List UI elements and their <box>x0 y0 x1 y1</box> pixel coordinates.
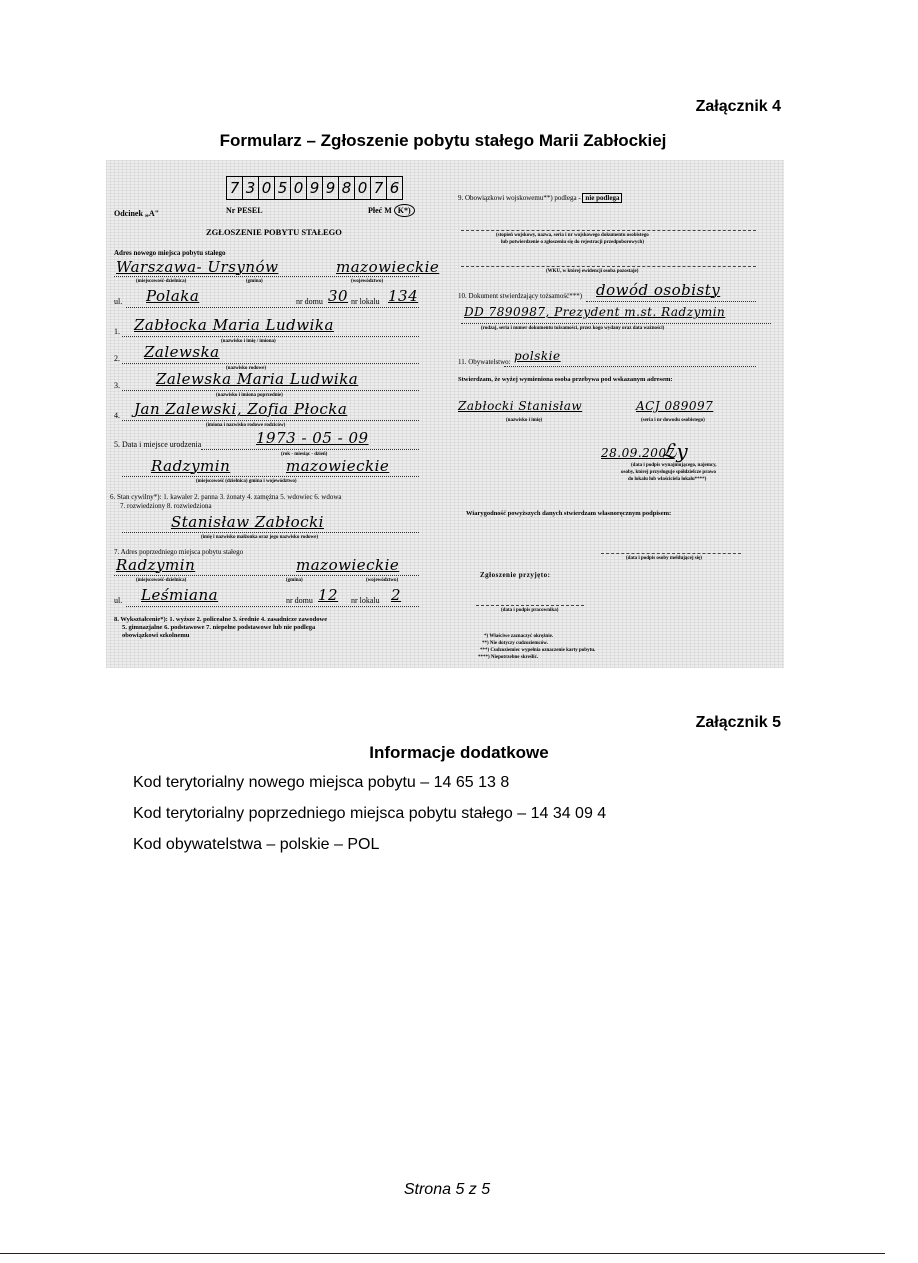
previous-flat: 2 <box>391 586 402 604</box>
new-address-street: Polaka <box>146 287 200 305</box>
pesel-digit: 8 <box>339 177 355 199</box>
birth-date: 1973 - 05 - 09 <box>256 429 369 447</box>
full-name: Zabłocka Maria Ludwika <box>134 316 334 334</box>
caption: (miejscowość-dzielnica) <box>136 279 187 284</box>
new-address-house: 30 <box>328 287 349 305</box>
citizenship-value: polskie <box>514 349 561 363</box>
flat-label: nr lokalu <box>351 297 380 306</box>
pesel-boxes <box>226 176 403 200</box>
caption: (nazwisko i imię / imiona) <box>221 339 276 344</box>
info-line-citizenship-code: Kod obywatelstwa – polskie – POL <box>133 836 380 853</box>
caption: (województwo) <box>351 279 384 284</box>
citizenship-label: 11. Obywatelstwo: <box>458 358 511 366</box>
pesel-digit: 9 <box>323 177 339 199</box>
street-prefix: ul. <box>114 297 123 306</box>
footnote: *) Właściwe zaznaczyć okrężnie. <box>484 634 554 639</box>
confirming-id: ACJ 089097 <box>636 399 714 413</box>
birth-place-province: mazowieckie <box>286 457 390 475</box>
caption: (stopień wojskowy, nazwa, seria i nr wojskowego dokumentu osobistego <box>496 233 649 238</box>
page-number: Strona 5 z 5 <box>403 1181 491 1198</box>
marital-status-label: 6. Stan cywilny*): 1. kawaler 2. panna 3. żonaty 4. zamężna 5. wdowiec 6. wdowa <box>110 493 342 501</box>
education-label: 8. Wykształcenie*): 1. wyższe 2. policealne 3. średnie 4. zasadnicze zawodowe <box>114 616 328 623</box>
previous-names: Zalewska Maria Ludwika <box>156 370 359 388</box>
marital-status-label: 7. rozwiedziony 8. rozwiedziona <box>120 502 212 510</box>
pesel-digit: 0 <box>355 177 371 199</box>
confirm-date: 28.09.2007 <box>601 446 675 460</box>
info-line-new-code: Kod terytorialny nowego miejsca pobytu – 14 65 13 8 <box>133 774 510 791</box>
education-label: 5. gimnazjalne 6. podstawowe 7. niepełne podstawowe lub nie podlega <box>122 624 316 631</box>
pesel-digit: 6 <box>389 178 400 197</box>
street-prefix: ul. <box>114 596 123 605</box>
previous-house: 12 <box>318 586 339 604</box>
field-number: 1. <box>114 327 120 336</box>
education-label: obowiązkowi szkolnemu <box>122 632 190 639</box>
accepted-label: Zgłoszenie przyjęto: <box>480 571 551 579</box>
new-address-flat: 134 <box>388 287 419 305</box>
birth-label: 5. Data i miejsce urodzenia <box>114 440 202 449</box>
sex-field <box>368 207 415 216</box>
bottom-rule <box>0 1253 885 1254</box>
sex-selected: K*) <box>394 204 415 217</box>
caption: do lokalu lub właściciela lokalu****) <box>628 477 707 482</box>
caption: osoby, której przysługuje spółdzielcze prawo <box>621 470 717 475</box>
sex-label: Płeć M <box>368 206 392 215</box>
caption: (WKU, w której ewidencji osoba pozostaje) <box>546 269 639 274</box>
scanned-registration-form <box>106 160 784 668</box>
caption: (miejscowość-dzielnica) <box>136 578 187 583</box>
caption: (gmina) <box>286 578 303 583</box>
caption: (rodzaj, seria i numer dokumentu tożsamości, przez kogo wydany oraz data ważności) <box>481 326 665 331</box>
id-doc-type: dowód osobisty <box>596 281 721 299</box>
previous-city: Radzymin <box>116 556 196 574</box>
caption: (miejscowość (dzielnica) gmina i województwo) <box>196 479 297 484</box>
previous-province: mazowieckie <box>296 556 400 574</box>
military-value: nie podlega <box>582 193 622 203</box>
footnote: ***) Cudzoziemiec wypełnia oznaczenie karty pobytu. <box>480 648 596 653</box>
pesel-digit: 3 <box>243 177 259 199</box>
flat-label: nr lokalu <box>351 596 380 605</box>
house-label: nr domu <box>286 596 313 605</box>
caption: (imiona i nazwisko rodowe rodziców) <box>206 423 286 428</box>
signature: ℒy <box>662 439 688 463</box>
caption: (data i podpis wynajmującego, najemcy, <box>631 463 717 468</box>
authenticity-label: Wiarygodność powyższych danych stwierdzam własnoręcznym podpisem: <box>466 510 672 517</box>
pesel-digit: 0 <box>259 177 275 199</box>
caption: (data i podpis osoby meldującej się) <box>626 556 702 561</box>
section-label: Odcinek „A" <box>114 209 160 218</box>
pesel-digit: 9 <box>307 177 323 199</box>
pesel-digit: 7 <box>227 177 243 199</box>
form-heading: ZGŁOSZENIE POBYTU STAŁEGO <box>206 227 342 237</box>
caption: (nazwisko rodowe) <box>226 366 267 371</box>
pesel-digit: 7 <box>371 177 387 199</box>
new-address-city: Warszawa- Ursynów <box>116 258 279 276</box>
caption: (gmina) <box>246 279 263 284</box>
caption: (imię i nazwisko małżonka oraz jego nazwisko rodowe) <box>201 535 318 540</box>
info-line-previous-code: Kod terytorialny poprzedniego miejsca pobytu stałego – 14 34 09 4 <box>133 805 607 822</box>
field-number: 4. <box>114 411 120 420</box>
parents-names: Jan Zalewski, Zofia Płocka <box>134 400 348 418</box>
annex-5-label: Załącznik 5 <box>695 714 781 731</box>
pesel-digit: 0 <box>291 177 307 199</box>
form-title: Formularz – Zgłoszenie pobytu stałego Marii Zabłockiej <box>219 131 667 150</box>
id-doc-label: 10. Dokument stwierdzający tożsamość***) <box>458 292 583 300</box>
caption: (data i podpis pracownika) <box>501 608 559 613</box>
footnote: ****) Niepotrzebne skreślić. <box>478 655 539 660</box>
caption: (nazwisko i imię) <box>506 418 543 423</box>
field-number: 2. <box>114 354 120 363</box>
new-address-label: Adres nowego miejsca pobytu stałego <box>114 249 226 257</box>
pesel-digit: 5 <box>275 177 291 199</box>
new-address-province: mazowieckie <box>336 258 440 276</box>
military-label <box>458 195 622 203</box>
pesel-label: Nr PESEL <box>226 206 263 215</box>
confirm-label: Stwierdzam, że wyżej wymieniona osoba przebywa pod wskazanym adresem: <box>458 376 673 383</box>
caption: (województwo) <box>366 578 399 583</box>
caption: (nazwisko i imiona poprzednie) <box>216 393 283 398</box>
field-number: 3. <box>114 381 120 390</box>
confirming-person: Zabłocki Stanisław <box>458 399 583 413</box>
footnote: **) Nie dotyczy cudzoziemców. <box>482 641 548 646</box>
id-doc-details: DD 7890987, Prezydent m.st. Radzymin <box>464 305 726 319</box>
annex-4-label: Załącznik 4 <box>695 98 781 115</box>
caption: (seria i nr dowodu osobistego) <box>641 418 705 423</box>
military-label-text: 9. Obowiązkowi wojskowemu**) podlega - <box>458 194 581 202</box>
house-label: nr domu <box>296 297 323 306</box>
caption: lub potwierdzenie o zgłoszeniu się do rejestracji przedpoborowych) <box>501 240 644 245</box>
maiden-name: Zalewska <box>144 343 220 361</box>
spouse-name: Stanisław Zabłocki <box>171 513 324 531</box>
caption: (rok - miesiąc - dzień) <box>281 452 328 457</box>
info-title: Informacje dodatkowe <box>369 743 549 762</box>
previous-street: Leśmiana <box>141 586 219 604</box>
birth-place-city: Radzymin <box>151 457 231 475</box>
previous-address-label: 7. Adres poprzedniego miejsca pobytu stałego <box>114 548 244 556</box>
